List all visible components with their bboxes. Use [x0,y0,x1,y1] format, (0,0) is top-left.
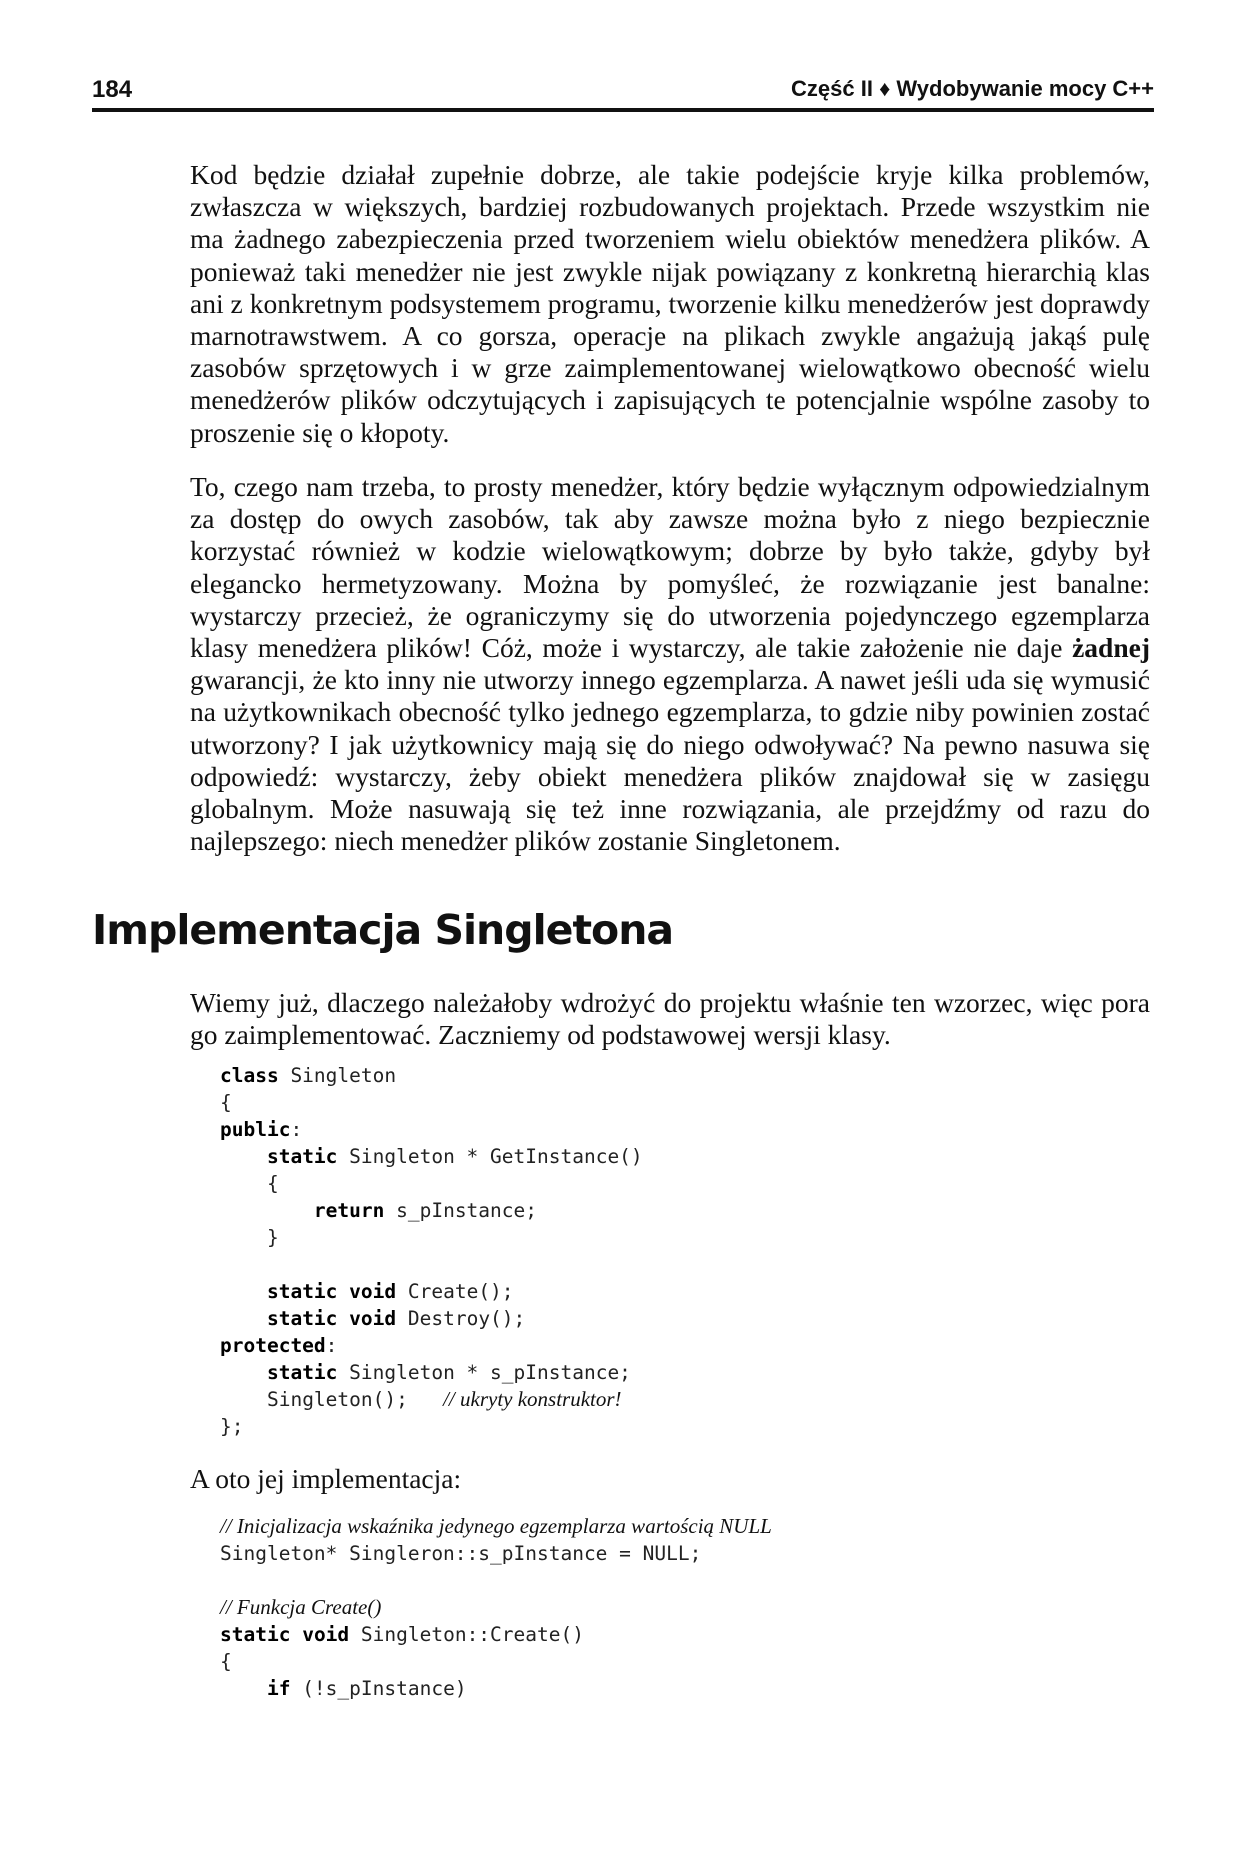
code-keyword: if [266,1677,291,1700]
code-comment: // Funkcja Create() [220,1595,382,1619]
code-keyword: void [349,1280,397,1303]
code-text: : [325,1334,338,1357]
code-text: Singleton::Create() [349,1623,584,1646]
paragraph-2-text-b: gwarancji, że kto inny nie utworzy innego egzemplarza. A nawet jeśli uda się wymusić na użytkownikach obecność tylko jednego egzemplarza, to gdzie niby powinien zostać utworzony? I jak użytkownicy mają się do niego odwoływać? Na pewno nasuwa się odpowiedź: wystarczy, żeby obiekt menedżera plików znajdował się w zasięgu globalnym. Może nasuwają się też inne rozwiązania, ale przejdźmy od razu do najlepszego: niech menedżer plików zostanie Singletonem. [190,664,1150,857]
code-text: { [220,1650,232,1673]
code-comment: // Inicjalizacja wskaźnika jedynego egzemplarza wartością NULL [220,1514,772,1538]
code-text: Singleton(); [266,1388,408,1411]
code-keyword: static [220,1623,291,1646]
code-keyword: static [266,1145,338,1168]
code-text: Create(); [396,1280,514,1303]
code-keyword: class [220,1064,279,1087]
code-text: } [266,1226,279,1249]
code-listing-implementation [220,1513,772,1702]
code-keyword: void [302,1623,350,1646]
code-comment: // ukryty konstruktor! [443,1387,622,1411]
paragraph-3: Wiemy już, dlaczego należałoby wdrożyć do projektu właśnie ten wzorzec, więc pora go zaimplementować. Zaczniemy od podstawowej wersji klasy. [190,987,1150,1051]
code-text: Singleton * s_pInstance; [337,1361,631,1384]
code-keyword: return [313,1199,385,1222]
paragraph-2-emphasis: żadnej [1072,632,1151,664]
code-keyword: static [266,1361,338,1384]
code-text: { [220,1091,232,1114]
section-heading: Implementacja Singletona [92,906,674,954]
code-text: s_pInstance; [384,1199,537,1222]
code-keyword: protected [220,1334,326,1357]
code-listing-class [220,1062,643,1440]
paragraph-2 [190,471,1150,857]
code-text: }; [220,1415,244,1438]
code-keyword: public [220,1118,291,1141]
code-text: : [290,1118,303,1141]
code-text: Destroy(); [396,1307,526,1330]
paragraph-2-text-a: To, czego nam trzeba, to prosty menedżer, który będzie wyłącznym odpowiedzialnym za dostęp do owych zasobów, tak aby zawsze można było z niego bezpiecznie korzystać również w kodzie wielowątkowym; dobrze by było także, gdyby był elegancko hermetyzowany. Można by pomyśleć, że rozwiązanie jest banalne: wystarczy przecież, że ograniczymy się do utworzenia pojedynczego egzemplarza klasy menedżera plików! Cóż, może i wystarczy, ale takie założenie nie daje [190,471,1150,664]
code-text: { [266,1172,279,1195]
code-text: Singleton * GetInstance() [337,1145,643,1168]
code-text: Singleton* Singleron::s_pInstance = NULL; [220,1542,702,1565]
code-text: Singleton [278,1064,397,1087]
code-keyword: static [266,1307,338,1330]
page-header [92,74,1154,112]
code-text: (!s_pInstance) [290,1677,467,1700]
paragraph-1: Kod będzie działał zupełnie dobrze, ale takie podejście kryje kilka problemów, zwłaszcza w większych, bardziej rozbudowanych projektach. Przede wszystkim nie ma żadnego zabezpieczenia przed tworzeniem wielu obiektów menedżera plików. A ponieważ taki menedżer nie jest zwykle nijak powiązany z konkretną hierarchią klas ani z konkretnym podsystemem programu, tworzenie kilku menedżerów jest doprawdy marnotrawstwem. A co gorsza, operacje na plikach zwykle angażują jakąś pulę zasobów sprzętowych i w grze zaimplementowanej wielowątkowo obecność wielu menedżerów plików odczytujących i zapisujących te potencjalnie wspólne zasoby to proszenie się o kłopoty. [190,159,1150,448]
running-head: Część II ♦ Wydobywanie mocy C++ [791,76,1154,101]
page-number: 184 [92,76,133,103]
code-keyword: static [266,1280,338,1303]
paragraph-4: A oto jej implementacja: [190,1463,462,1494]
code-keyword: void [349,1307,397,1330]
